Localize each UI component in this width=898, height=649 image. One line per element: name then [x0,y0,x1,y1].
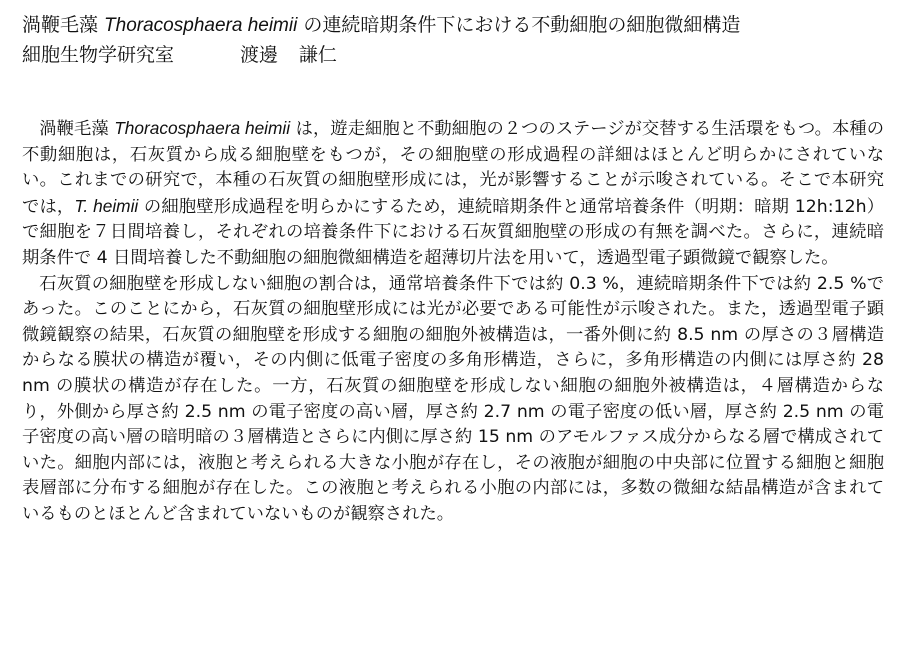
page-title [22,12,740,39]
p1-text-a: は，遊走細胞と不動細胞の２つのステージが交替する生活環をもつ。本種の不動細胞は，石灰質から成る細胞壁をもつが，その細胞壁の形成過程の詳細はほとんど明らかにされていない。これまでの研究で，本種の石灰質の細胞壁形成には，光が影響することが示唆されている。そこで本研究では， [22,119,884,217]
p1-text-b: の細胞壁形成過程を明らかにするため，連続暗期条件と通常培養条件（明期：暗期 12h:12h）で細胞を７日間培養し，それぞれの培養条件下における石灰質細胞壁の形成の有無を調べた。さらに，連続暗期条件で 4 日間培養した不動細胞の細胞微細構造を超薄切片法を用いて，透過型電子顕微鏡で観察した。 [22,196,884,268]
paragraph-2: 石灰質の細胞壁を形成しない細胞の割合は，通常培養条件下では約 0.3 %，連続暗期条件下では約 2.5 %であった。このことにから，石灰質の細胞壁形成には光が必要である可能性が示唆された。また，透過型電子顕微鏡観察の結果，石灰質の細胞壁を形成する細胞の細胞外被構造は，一番外側に約 8.5 nm の厚さの３層構造からなる膜状の構造が覆い，その内側に低電子密度の多角形構造，さらに，多角形構造の内側には厚さ約 28 nm の膜状の構造が存在した。一方，石灰質の細胞壁を形成しない細胞の細胞外被構造は，４層構造からなり，外側から厚さ約 2.5 nm の電子密度の高い層，厚さ約 2.7 nm の電子密度の低い層，厚さ約 2.5 nm の電子密度の高い層の暗明暗の３層構造とさらに内側に厚さ約 15 nm のアモルファス成分からなる層で構成されていた。細胞内部には，液胞と考えられる大きな小胞が存在し，その液胞が細胞の中央部に位置する細胞と細胞表層部に分布する細胞が存在した。この液胞と考えられる小胞の内部には，多数の微細な結晶構造が含まれているものとほとんど含まれていないものが観察された。 [22,273,884,524]
lab-name: 細胞生物学研究室 [22,44,175,66]
title-suffix: の連続暗期条件下における不動細胞の細胞微細構造 [297,14,741,36]
p1-species-name: Thoracosphaera heimii [114,118,291,138]
author-family-name: 渡邊 [240,44,279,66]
author-line [22,42,337,68]
p1-species-abbrev: T. heimii [74,195,139,216]
title-prefix: 渦鞭毛藻 [22,14,105,36]
p1-intro: 渦鞭毛藻 [39,119,115,139]
author-given-name: 謙仁 [298,44,337,66]
abstract-body [22,116,884,528]
title-species-name: Thoracosphaera heimii [104,15,298,36]
paragraph-1 [22,116,884,272]
